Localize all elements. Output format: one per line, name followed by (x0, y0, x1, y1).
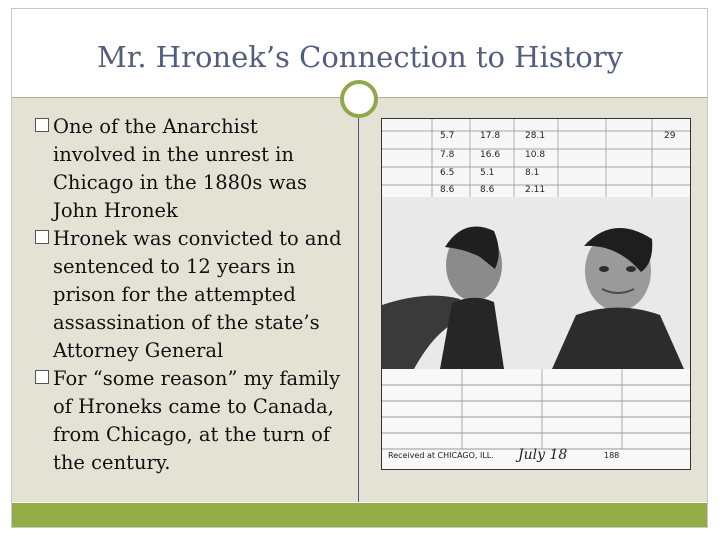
card-top-form (382, 119, 690, 197)
top-value: 8.1 (525, 168, 540, 178)
received-label: Received at CHICAGO, ILL. (388, 451, 494, 460)
top-value: 5.1 (480, 168, 495, 178)
top-value: 17.8 (480, 131, 501, 141)
top-value: 8.6 (480, 185, 495, 195)
square-bullet-icon (35, 370, 49, 384)
card-bottom-form (382, 369, 690, 469)
content-divider (358, 118, 359, 502)
circle-icon (340, 80, 378, 118)
mugshot-card (381, 118, 691, 470)
bullet-text: One of the Anarchist involved in the unrest in Chicago in the 1880s was John Hronek (53, 115, 307, 222)
top-value: 10.8 (525, 150, 546, 160)
mugshot-image (382, 197, 690, 369)
top-value: 28.1 (525, 131, 546, 141)
footer-bar (12, 503, 707, 527)
slide-title: Mr. Hronek’s Connection to History (97, 40, 623, 74)
square-bullet-icon (35, 118, 49, 132)
top-value: 29 (664, 131, 676, 141)
top-value: 5.7 (440, 131, 455, 141)
mugshot-illustration (382, 197, 690, 369)
top-value: 6.5 (440, 168, 455, 178)
top-value: 7.8 (440, 150, 455, 160)
received-year: 188 (604, 451, 620, 460)
top-value: 2.11 (525, 185, 546, 195)
bullet-list (35, 113, 345, 477)
top-value: 16.6 (480, 150, 501, 160)
bullet-text: For “some reason” my family of Hroneks came to Canada, from Chicago, at the turn of the century. (53, 367, 341, 474)
bullet-text: Hronek was convicted to and sentenced to 12 years in prison for the attempted assassination of the state’s Attorney General (53, 227, 342, 362)
bullet-item (35, 225, 345, 365)
square-bullet-icon (35, 230, 49, 244)
bullet-item (35, 113, 345, 225)
received-date: July 18 (518, 447, 568, 463)
top-value: 8.6 (440, 185, 455, 195)
bullet-item (35, 365, 345, 477)
